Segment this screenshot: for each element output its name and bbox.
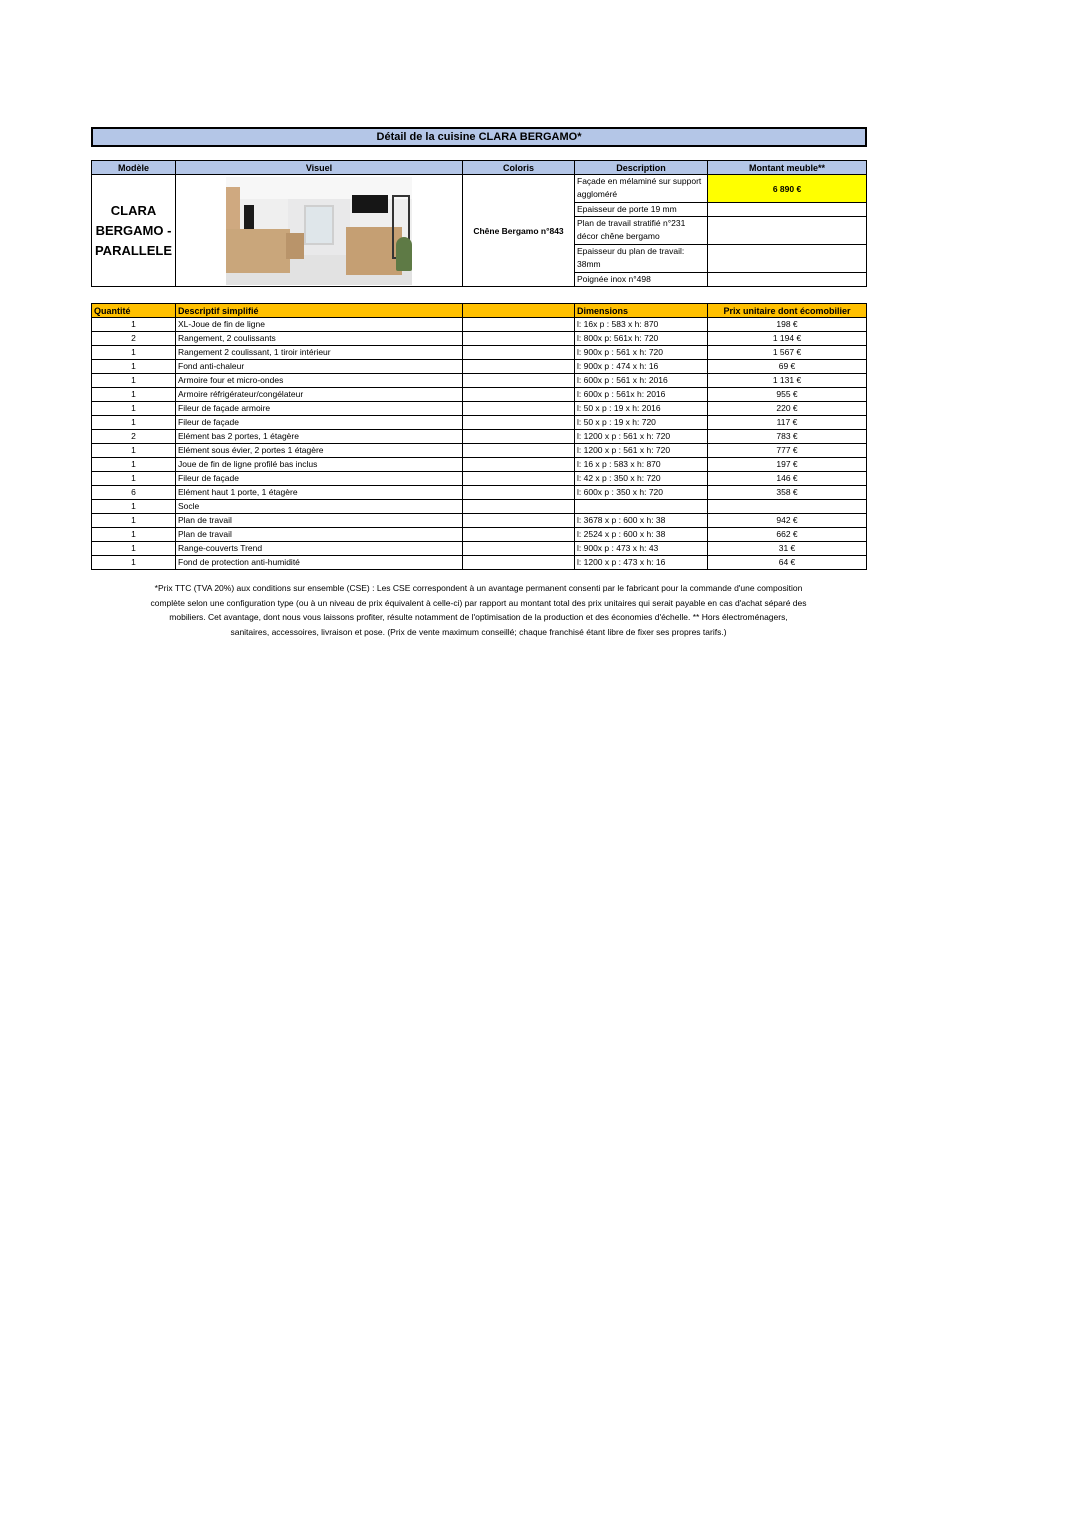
item-dimensions: l: 600x p : 561 x h: 2016 <box>575 374 708 388</box>
header-visual: Visuel <box>176 161 463 175</box>
item-unit-price: 64 € <box>708 556 867 570</box>
item-unit-price: 955 € <box>708 388 867 402</box>
item-description: Fond de protection anti-humidité <box>176 556 463 570</box>
item-unit-price: 146 € <box>708 472 867 486</box>
description-handle: Poignée inox n°498 <box>575 273 708 287</box>
item-empty <box>463 402 575 416</box>
page-title: Détail de la cuisine CLARA BERGAMO* <box>91 127 867 147</box>
footnote-line: *Prix TTC (TVA 20%) aux conditions sur ensemble (CSE) : Les CSE correspondent à un avantage permanent consenti par le fabricant pour la commande d'une composition <box>154 583 803 593</box>
item-dimensions <box>575 500 708 514</box>
empty-price-cell <box>708 217 867 245</box>
item-quantity: 1 <box>92 556 176 570</box>
item-description: Elément sous évier, 2 portes 1 étagère <box>176 444 463 458</box>
item-unit-price: 198 € <box>708 318 867 332</box>
table-row <box>92 318 867 332</box>
item-quantity: 1 <box>92 500 176 514</box>
item-empty <box>463 528 575 542</box>
detail-header-row <box>92 161 867 175</box>
item-description: Rangement, 2 coulissants <box>176 332 463 346</box>
item-empty <box>463 388 575 402</box>
item-description: Fileur de façade <box>176 416 463 430</box>
footnote-line: mobiliers. Cet avantage, dont nous vous laissons profiter, résulte notamment de l'optimisation de la production et des économies d'échelle. ** Hors électroménagers, <box>169 612 788 622</box>
item-dimensions: l: 1200 x p : 561 x h: 720 <box>575 430 708 444</box>
items-header-row <box>92 304 867 318</box>
item-description: XL-Joue de fin de ligne <box>176 318 463 332</box>
item-unit-price: 662 € <box>708 528 867 542</box>
item-empty <box>463 374 575 388</box>
item-unit-price: 777 € <box>708 444 867 458</box>
item-quantity: 2 <box>92 332 176 346</box>
items-table <box>91 303 867 570</box>
description-facade: Façade en mélaminé sur support aggloméré <box>575 175 708 203</box>
item-empty <box>463 360 575 374</box>
item-empty <box>463 556 575 570</box>
window-icon <box>304 205 334 245</box>
plant-icon <box>396 237 412 271</box>
footnote-line: sanitaires, accessoires, livraison et pose. (Prix de vente maximum conseillé; chaque franchisé étant libre de fixer ses propres tarifs.) <box>230 626 727 637</box>
item-quantity: 1 <box>92 542 176 556</box>
header-furniture-amount: Montant meuble** <box>708 161 867 175</box>
item-empty <box>463 458 575 472</box>
item-quantity: 1 <box>92 388 176 402</box>
item-dimensions: l: 16 x p : 583 x h: 870 <box>575 458 708 472</box>
item-description: Rangement 2 coulissant, 1 tiroir intérieur <box>176 346 463 360</box>
item-dimensions: l: 50 x p : 19 x h: 720 <box>575 416 708 430</box>
item-empty <box>463 486 575 500</box>
table-row <box>92 556 867 570</box>
item-quantity: 1 <box>92 360 176 374</box>
table-row <box>92 430 867 444</box>
footnote-line: complète selon une configuration type (ou à un niveau de prix équivalent à celle-ci) par rapport au montant total des prix unitaires qui serait payable en cas d'achat séparé des <box>150 597 807 608</box>
item-quantity: 6 <box>92 486 176 500</box>
table-row <box>92 374 867 388</box>
item-dimensions: l: 1200 x p : 561 x h: 720 <box>575 444 708 458</box>
item-empty <box>463 514 575 528</box>
empty-price-cell <box>708 273 867 287</box>
item-empty <box>463 444 575 458</box>
table-row <box>92 346 867 360</box>
item-description: Fileur de façade armoire <box>176 402 463 416</box>
item-unit-price: 69 € <box>708 360 867 374</box>
item-dimensions: l: 16x p : 583 x h: 870 <box>575 318 708 332</box>
item-dimensions: l: 1200 x p : 473 x h: 16 <box>575 556 708 570</box>
item-unit-price: 358 € <box>708 486 867 500</box>
footnote <box>91 581 866 639</box>
item-quantity: 1 <box>92 346 176 360</box>
kitchen-photo <box>226 177 412 285</box>
item-description: Socle <box>176 500 463 514</box>
item-dimensions: l: 800x p: 561x h: 720 <box>575 332 708 346</box>
item-unit-price: 31 € <box>708 542 867 556</box>
item-description: Fond anti-chaleur <box>176 360 463 374</box>
item-unit-price: 220 € <box>708 402 867 416</box>
furniture-price: 6 890 € <box>708 175 867 203</box>
item-unit-price <box>708 500 867 514</box>
table-row <box>92 472 867 486</box>
header-empty <box>463 304 575 318</box>
item-unit-price: 197 € <box>708 458 867 472</box>
table-row <box>92 528 867 542</box>
item-dimensions: l: 3678 x p : 600 x h: 38 <box>575 514 708 528</box>
item-dimensions: l: 900x p : 474 x h: 16 <box>575 360 708 374</box>
item-empty <box>463 430 575 444</box>
table-row <box>92 360 867 374</box>
item-quantity: 1 <box>92 458 176 472</box>
item-description: Plan de travail <box>176 528 463 542</box>
color-name: Chêne Bergamo n°843 <box>463 175 575 287</box>
item-empty <box>463 542 575 556</box>
item-dimensions: l: 600x p : 350 x h: 720 <box>575 486 708 500</box>
header-dimensions: Dimensions <box>575 304 708 318</box>
model-name: CLARA BERGAMO - PARALLELE <box>92 175 176 287</box>
kitchen-detail-table <box>91 160 867 287</box>
description-worktop-thickness: Epaisseur du plan de travail: 38mm <box>575 245 708 273</box>
table-row <box>92 388 867 402</box>
item-quantity: 1 <box>92 514 176 528</box>
item-empty <box>463 332 575 346</box>
item-unit-price: 1 567 € <box>708 346 867 360</box>
table-row <box>92 458 867 472</box>
item-dimensions: l: 2524 x p : 600 x h: 38 <box>575 528 708 542</box>
item-quantity: 2 <box>92 430 176 444</box>
item-empty <box>463 472 575 486</box>
item-empty <box>463 500 575 514</box>
item-description: Joue de fin de ligne profilé bas inclus <box>176 458 463 472</box>
item-description: Range-couverts Trend <box>176 542 463 556</box>
item-quantity: 1 <box>92 472 176 486</box>
item-description: Armoire réfrigérateur/congélateur <box>176 388 463 402</box>
item-dimensions: l: 42 x p : 350 x h: 720 <box>575 472 708 486</box>
table-row <box>92 514 867 528</box>
item-empty <box>463 318 575 332</box>
kitchen-visual <box>176 175 463 287</box>
item-unit-price: 1 194 € <box>708 332 867 346</box>
item-unit-price: 1 131 € <box>708 374 867 388</box>
item-description: Elément bas 2 portes, 1 étagère <box>176 430 463 444</box>
item-dimensions: l: 50 x p : 19 x h: 2016 <box>575 402 708 416</box>
header-simplified-description: Descriptif simplifié <box>176 304 463 318</box>
item-unit-price: 942 € <box>708 514 867 528</box>
header-color: Coloris <box>463 161 575 175</box>
table-row <box>92 500 867 514</box>
table-row <box>92 444 867 458</box>
item-dimensions: l: 900x p : 561 x h: 720 <box>575 346 708 360</box>
header-description: Description <box>575 161 708 175</box>
item-unit-price: 783 € <box>708 430 867 444</box>
empty-price-cell <box>708 245 867 273</box>
item-unit-price: 117 € <box>708 416 867 430</box>
table-row <box>92 542 867 556</box>
empty-price-cell <box>708 203 867 217</box>
item-quantity: 1 <box>92 374 176 388</box>
item-quantity: 1 <box>92 444 176 458</box>
table-row <box>92 402 867 416</box>
header-unit-price: Prix unitaire dont écomobilier <box>708 304 867 318</box>
table-row <box>92 486 867 500</box>
description-worktop: Plan de travail stratifié n°231 décor chêne bergamo <box>575 217 708 245</box>
header-model: Modèle <box>92 161 176 175</box>
item-description: Plan de travail <box>176 514 463 528</box>
item-dimensions: l: 600x p : 561x h: 2016 <box>575 388 708 402</box>
table-row <box>92 416 867 430</box>
item-description: Fileur de façade <box>176 472 463 486</box>
header-quantity: Quantité <box>92 304 176 318</box>
item-quantity: 1 <box>92 318 176 332</box>
item-quantity: 1 <box>92 402 176 416</box>
item-empty <box>463 416 575 430</box>
item-quantity: 1 <box>92 416 176 430</box>
table-row <box>92 332 867 346</box>
item-description: Elément haut 1 porte, 1 étagère <box>176 486 463 500</box>
item-dimensions: l: 900x p : 473 x h: 43 <box>575 542 708 556</box>
item-empty <box>463 346 575 360</box>
item-description: Armoire four et micro-ondes <box>176 374 463 388</box>
description-door-thickness: Epaisseur de porte 19 mm <box>575 203 708 217</box>
item-quantity: 1 <box>92 528 176 542</box>
